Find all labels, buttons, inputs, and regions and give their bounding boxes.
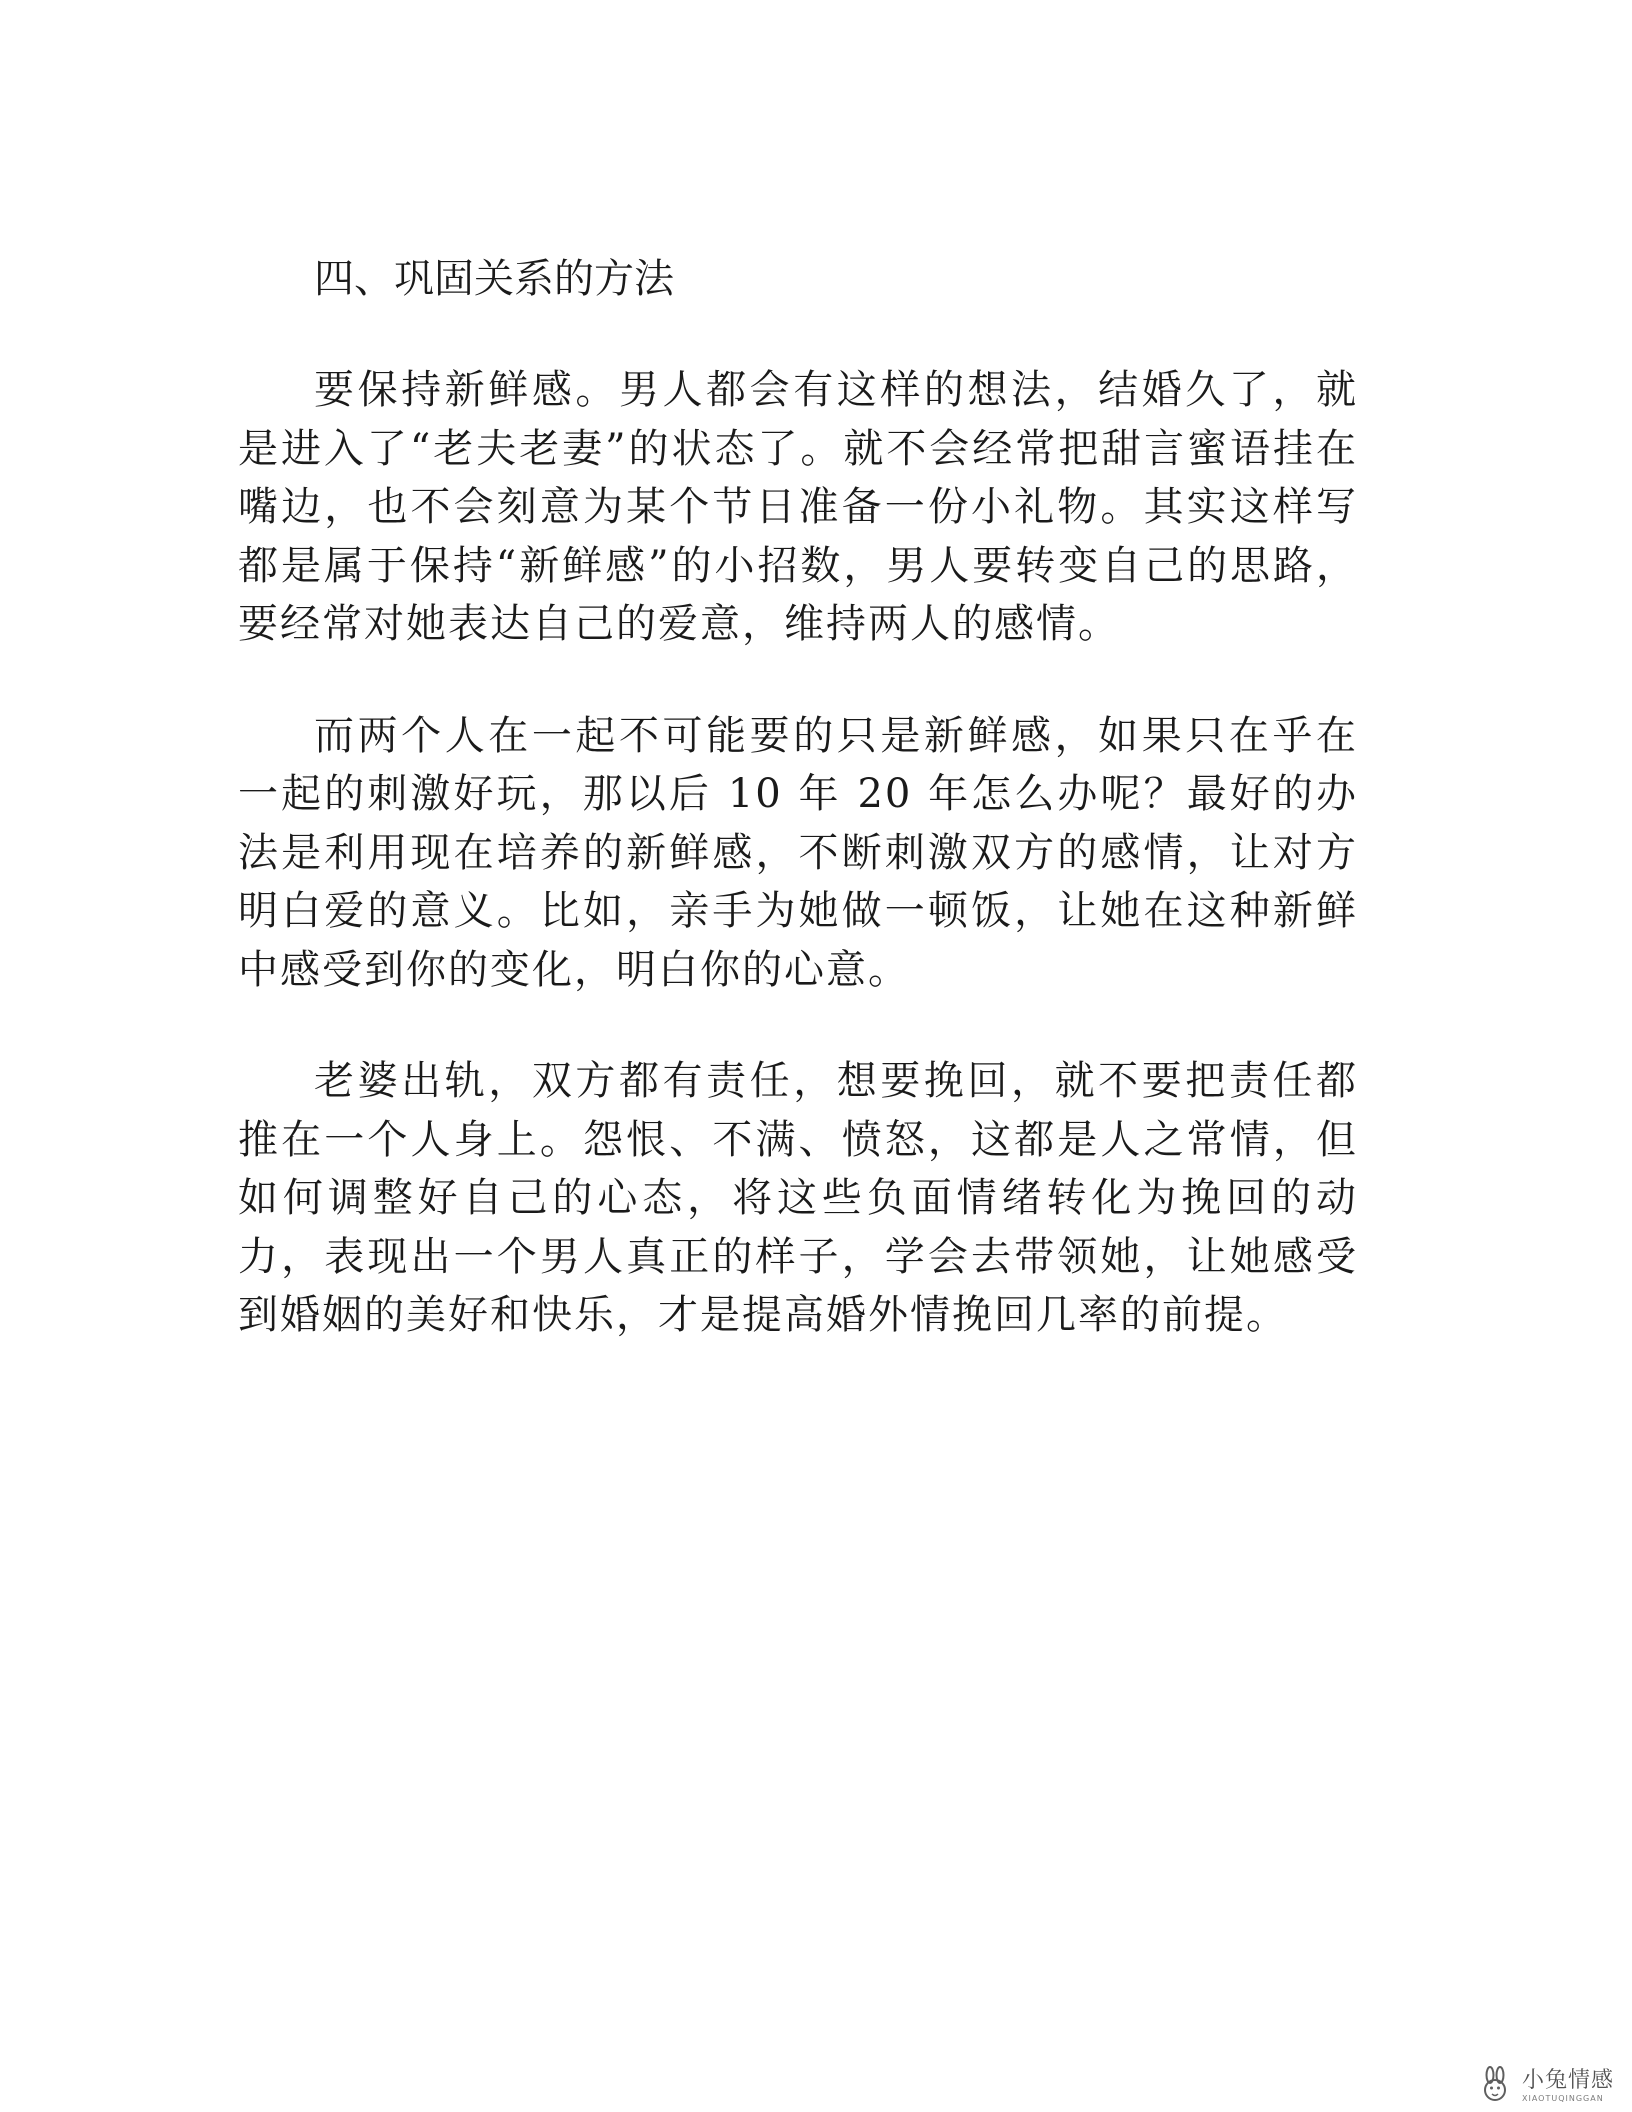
document-body [238, 250, 1358, 1398]
watermark-name: 小兔情感 [1521, 2068, 1614, 2093]
paragraph-3: 老婆出轨，双方都有责任，想要挽回，就不要把责任都推在一个人身上。怨恨、不满、愤怒，这都是人之常情，但如何调整好自己的心态，将这些负面情绪转化为挽回的动力，表现出一个男人真正的样子，学会去带领她，让她感受到婚姻的美好和快乐，才是提高婚外情挽回几率的前提。 [238, 1058, 1358, 1338]
watermark [1476, 2066, 1614, 2106]
rabbit-logo-icon [1476, 2066, 1516, 2106]
paragraph-1: 要保持新鲜感。男人都会有这样的想法，结婚久了，就是进入了“老夫老妻”的状态了。就不会经常把甜言蜜语挂在嘴边，也不会刻意为某个节日准备一份小礼物。其实这样写都是属于保持“新鲜感”的小招数，男人要转变自己的思路，要经常对她表达自己的爱意，维持两人的感情。 [238, 367, 1358, 647]
watermark-text [1522, 2068, 1614, 2104]
section-heading: 四、巩固关系的方法 [314, 256, 674, 302]
watermark-subtitle: XIAOTUQINGGAN [1521, 2094, 1604, 2103]
paragraph-2: 而两个人在一起不可能要的只是新鲜感，如果只在乎在一起的刺激好玩，那以后 10 年 20 年怎么办呢？最好的办法是利用现在培养的新鲜感，不断刺激双方的感情，让对方明白爱的意义。比如，亲手为她做一顿饭，让她在这种新鲜中感受到你的变化，明白你的心意。 [238, 712, 1358, 993]
